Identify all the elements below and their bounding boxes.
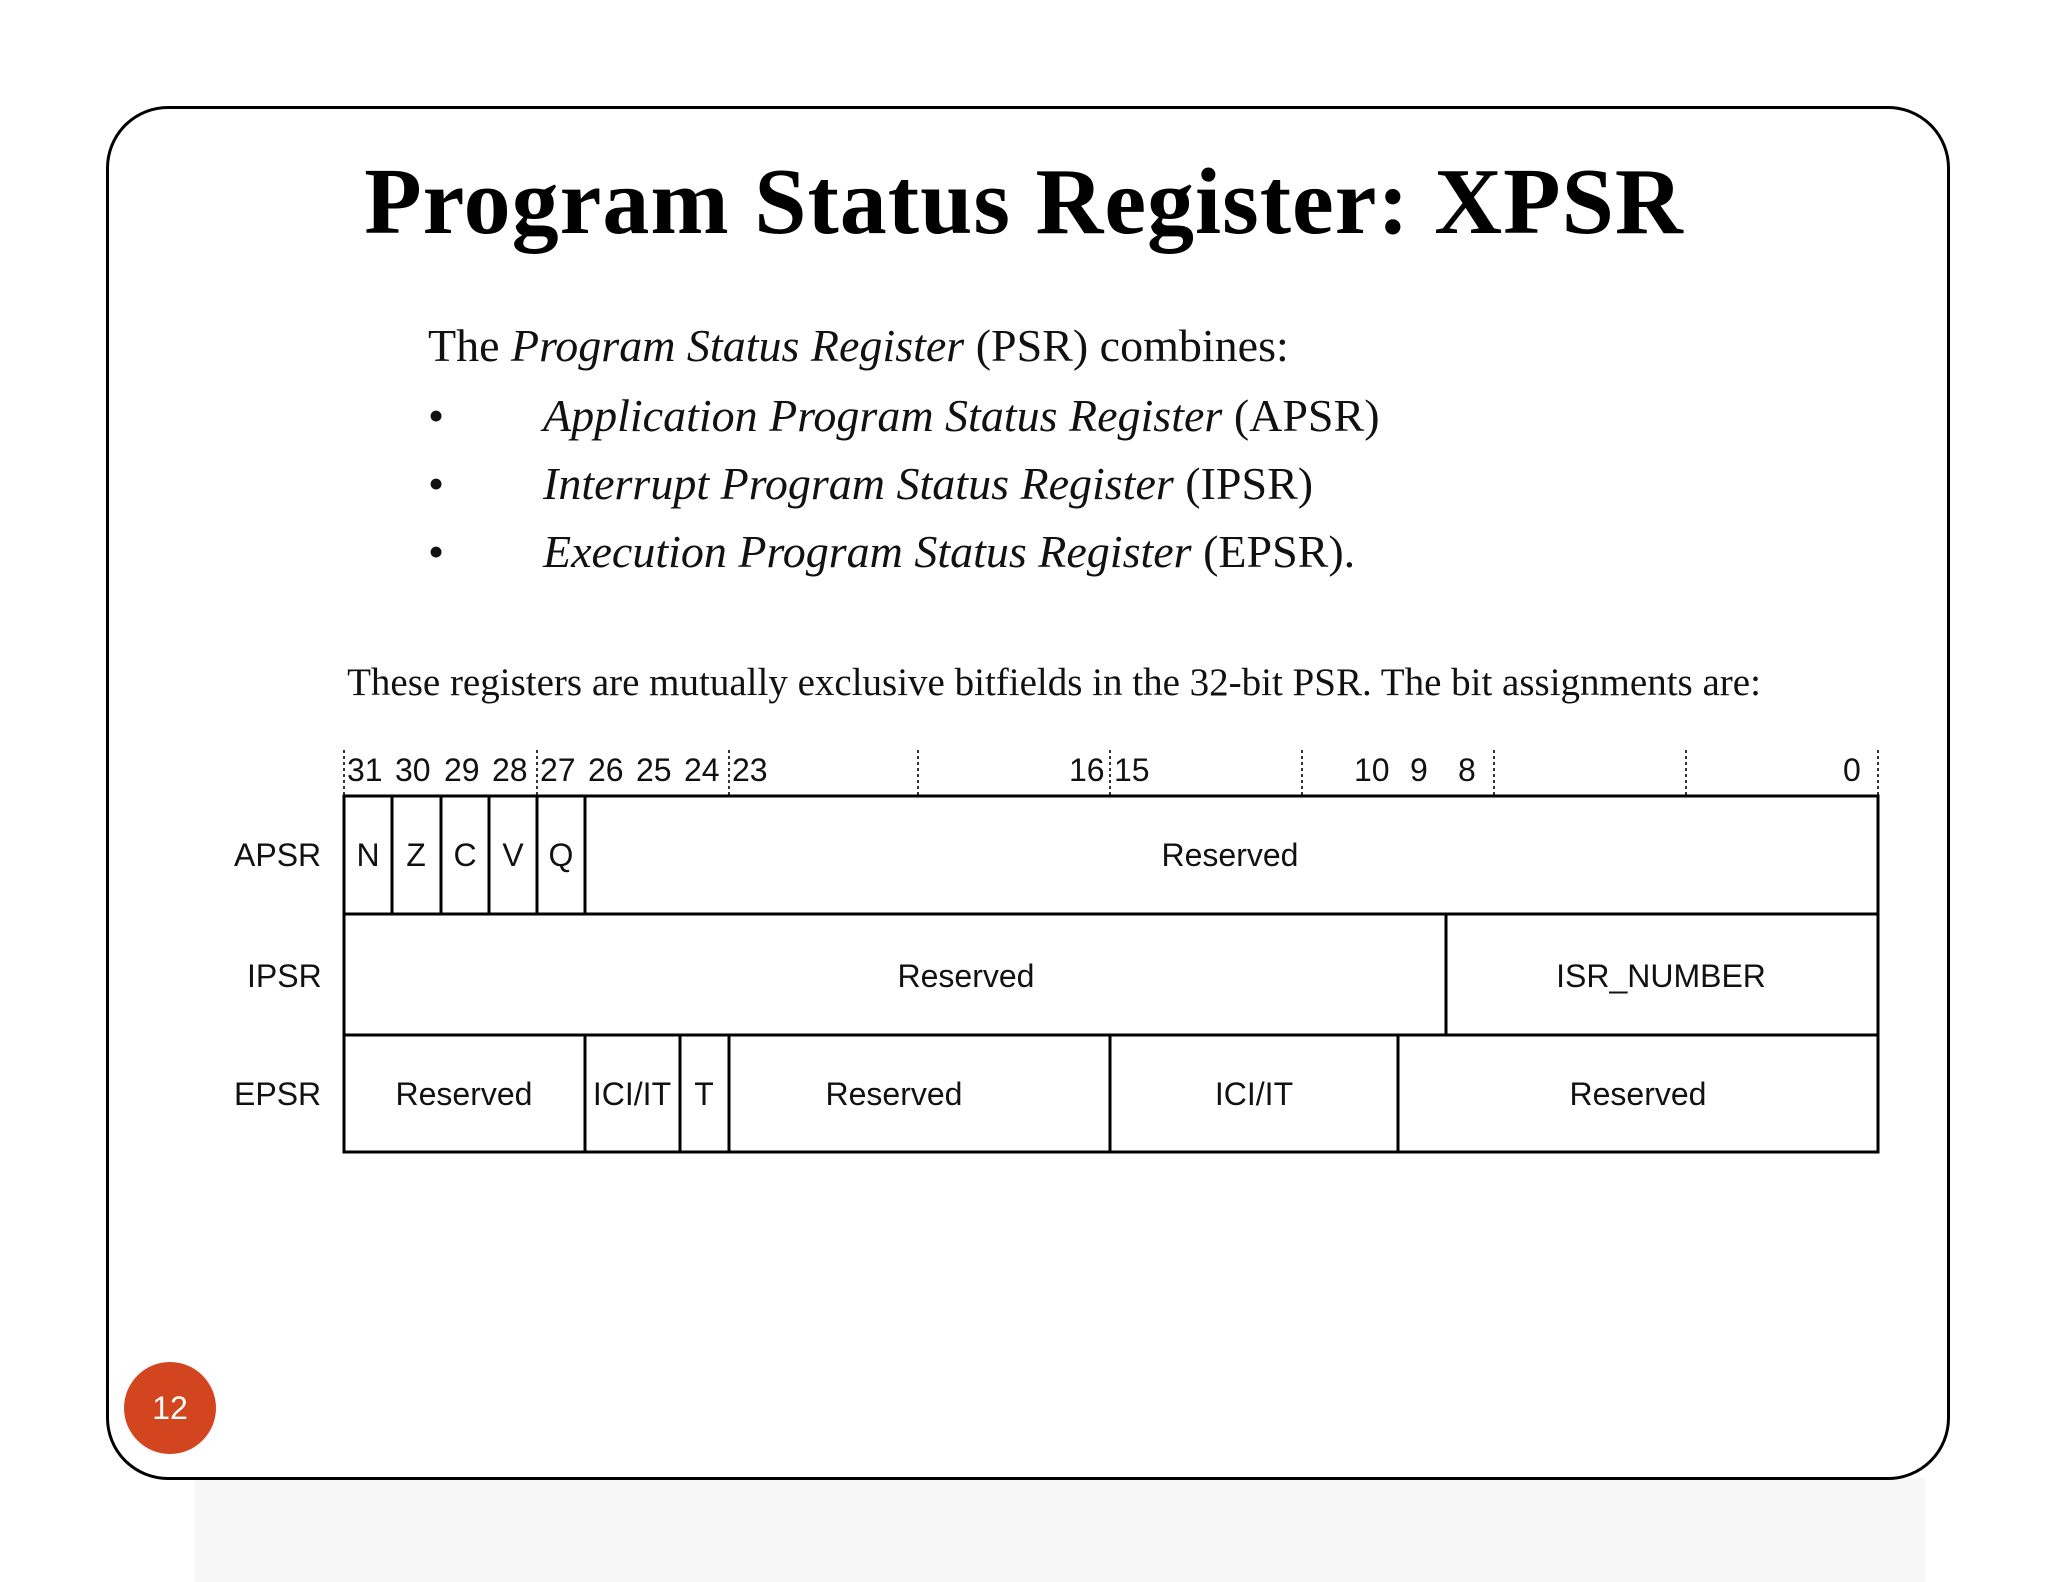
register-name-epsr: EPSR bbox=[234, 1076, 322, 1112]
bit-label: 28 bbox=[492, 752, 528, 788]
bit-label: 25 bbox=[636, 752, 672, 788]
bullet-abbr: (EPSR). bbox=[1191, 526, 1356, 577]
ipsr-isr-number: ISR_NUMBER bbox=[1556, 958, 1766, 994]
intro-suffix: (PSR) combines: bbox=[964, 320, 1289, 371]
bit-label: 30 bbox=[395, 752, 431, 788]
bit-label: 29 bbox=[444, 752, 480, 788]
apsr-flag-c: C bbox=[453, 837, 477, 873]
bit-label: 23 bbox=[732, 752, 768, 788]
intro-term: Program Status Register bbox=[511, 320, 965, 371]
epsr-reserved-low: Reserved bbox=[1569, 1076, 1707, 1112]
apsr-flag-z: Z bbox=[406, 837, 426, 873]
intro-prefix: The bbox=[428, 320, 512, 371]
epsr-ici-it-high: ICI/IT bbox=[592, 1076, 672, 1112]
bit-label: 15 bbox=[1114, 752, 1150, 788]
bit-label: 27 bbox=[540, 752, 576, 788]
apsr-flag-q: Q bbox=[548, 837, 574, 873]
bit-label: 24 bbox=[684, 752, 720, 788]
bullet-abbr: (IPSR) bbox=[1173, 458, 1314, 509]
register-name-ipsr: IPSR bbox=[247, 958, 322, 994]
epsr-thumb-bit: T bbox=[694, 1076, 714, 1112]
bit-label: 9 bbox=[1410, 752, 1428, 788]
bullet-icon: • bbox=[428, 526, 445, 577]
ipsr-reserved: Reserved bbox=[897, 958, 1035, 994]
bit-label: 0 bbox=[1843, 752, 1861, 788]
epsr-reserved-mid: Reserved bbox=[825, 1076, 963, 1112]
slide-number-badge: 12 bbox=[124, 1362, 216, 1454]
apsr-reserved: Reserved bbox=[1161, 837, 1299, 873]
ipsr-fields bbox=[898, 958, 1766, 994]
bit-assignment-caption: These registers are mutually exclusive bitfields in the 32-bit PSR. The bit assignments are: bbox=[347, 661, 1761, 704]
bullet-abbr: (APSR) bbox=[1222, 390, 1380, 441]
register-name-apsr: APSR bbox=[234, 837, 322, 873]
bullet-icon: • bbox=[428, 390, 445, 441]
apsr-flag-v: V bbox=[502, 837, 524, 873]
bullet-icon: • bbox=[428, 458, 445, 509]
bit-label: 16 bbox=[1069, 752, 1105, 788]
bit-label: 31 bbox=[347, 752, 383, 788]
apsr-flag-n: N bbox=[356, 837, 380, 873]
bullet-term: Application Program Status Register bbox=[543, 390, 1223, 441]
bit-number-labels bbox=[347, 752, 1861, 788]
bit-label: 10 bbox=[1354, 752, 1390, 788]
apsr-fields bbox=[356, 837, 1298, 873]
slide-title: Program Status Register: XPSR bbox=[364, 150, 1684, 254]
epsr-fields bbox=[396, 1076, 1707, 1112]
bullet-term: Interrupt Program Status Register bbox=[543, 458, 1174, 509]
register-names bbox=[234, 837, 322, 1112]
bit-label: 8 bbox=[1458, 752, 1476, 788]
bullet-term: Execution Program Status Register bbox=[543, 526, 1192, 577]
epsr-ici-it-low: ICI/IT bbox=[1214, 1076, 1294, 1112]
bit-label: 26 bbox=[588, 752, 624, 788]
epsr-reserved-high: Reserved bbox=[395, 1076, 533, 1112]
